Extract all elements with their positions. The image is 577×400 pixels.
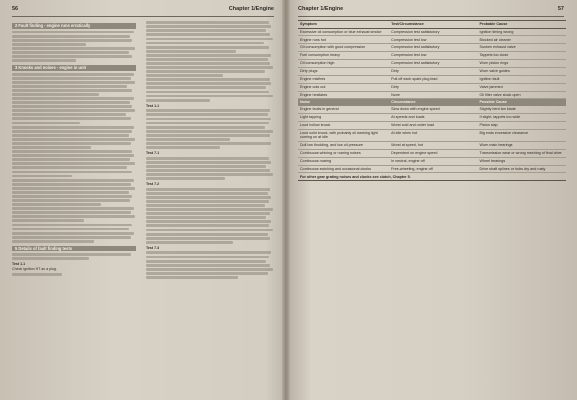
text-line xyxy=(146,130,273,133)
book-gutter xyxy=(282,0,290,400)
symptom-cell: Dirty plugs xyxy=(298,67,389,75)
text-line xyxy=(146,220,271,223)
test-cell: Pull off each spark plug lead xyxy=(389,75,477,83)
text-line xyxy=(12,134,129,137)
test-a-heading: Test 1.1 xyxy=(146,103,160,108)
test-cell: Compression test satisfactory xyxy=(389,28,477,36)
symptom-cell: Engine hesitates xyxy=(298,91,389,99)
text-line xyxy=(146,276,238,279)
header-noise: Noise xyxy=(298,99,389,106)
text-line xyxy=(146,95,273,98)
text-line xyxy=(12,179,134,182)
noise-cell: Continuous whining or roaring noises xyxy=(298,149,389,157)
text-line xyxy=(146,196,271,199)
circumstance-cell: Worst at speed, hot xyxy=(389,141,477,149)
header-cause: Probable Cause xyxy=(478,21,566,29)
text-line xyxy=(146,212,270,215)
table-row xyxy=(298,157,566,165)
test-1-1-heading: Test 1.1 xyxy=(12,262,26,267)
text-line xyxy=(146,165,266,168)
text-line xyxy=(146,38,273,41)
test-cell: Dirty xyxy=(389,83,477,91)
text-line xyxy=(12,253,131,256)
circumstance-cell: Worst cold and under load xyxy=(389,121,477,129)
text-line xyxy=(12,187,135,190)
text-line xyxy=(12,138,135,141)
text-line xyxy=(12,113,126,116)
fault-finding-table xyxy=(298,20,566,181)
table-row xyxy=(298,75,566,83)
text-line xyxy=(146,173,273,176)
text-line xyxy=(146,54,271,57)
text-line xyxy=(146,33,270,36)
text-line xyxy=(146,192,268,195)
text-line xyxy=(12,73,134,76)
text-line xyxy=(12,43,86,46)
right-page xyxy=(290,0,572,400)
possible-cause-cell: Wheel bearings xyxy=(478,157,566,165)
header-symptom: Symptom xyxy=(298,21,389,29)
text-line xyxy=(146,58,268,61)
left-chapter-title: Chapter 1/Engine xyxy=(228,6,274,12)
text-line xyxy=(146,251,271,254)
possible-cause-cell: Slightly bent fan blade xyxy=(478,106,566,113)
test-cell: None xyxy=(389,91,477,99)
cause-cell: Worn valve guides xyxy=(478,67,566,75)
text-line xyxy=(146,233,268,236)
test-cell: Compression test low xyxy=(389,36,477,44)
text-line xyxy=(12,171,132,174)
test-b-heading: Test 7.1 xyxy=(146,150,160,155)
table-row xyxy=(298,149,566,157)
text-line xyxy=(146,161,271,164)
text-line xyxy=(12,97,134,100)
noise-table-header xyxy=(298,99,566,106)
text-line xyxy=(146,118,271,121)
text-line xyxy=(146,142,271,145)
text-line xyxy=(12,117,131,120)
symptom-cell: Engine runs hot xyxy=(298,36,389,44)
circumstance-cell: Free-wheeling, engine off xyxy=(389,165,477,173)
text-line xyxy=(12,211,131,214)
table-row xyxy=(298,60,566,68)
noise-cell: Dull low thudding, and low oil pressure xyxy=(298,141,389,149)
text-line xyxy=(12,146,91,149)
possible-cause-cell: Drive shaft splines or hubs dry and rusty xyxy=(478,165,566,173)
text-line xyxy=(12,55,132,58)
text-line xyxy=(12,51,129,54)
text-line xyxy=(12,101,130,104)
text-line xyxy=(12,142,131,145)
text-line xyxy=(146,237,270,240)
text-line xyxy=(146,70,265,73)
text-line xyxy=(12,175,72,178)
text-line xyxy=(12,207,134,210)
table-footnote-row xyxy=(298,173,566,181)
text-line xyxy=(146,50,236,53)
text-line xyxy=(12,183,131,186)
text-line xyxy=(146,229,273,232)
noise-cell: Loud hollow knock xyxy=(298,121,389,129)
text-line xyxy=(146,42,264,45)
text-line xyxy=(12,199,130,202)
left-running-head xyxy=(12,6,274,17)
table-row xyxy=(298,129,566,141)
section-3-heading: 3 Knocks and noises - engine in unit xyxy=(12,65,136,71)
text-line xyxy=(146,113,268,116)
text-line xyxy=(146,272,268,275)
text-line xyxy=(146,91,269,94)
text-line xyxy=(146,260,266,263)
right-chapter-title: Chapter 1/Engine xyxy=(298,6,344,12)
test-cell: Dirty xyxy=(389,67,477,75)
cause-cell: Sunken exhaust valve xyxy=(478,44,566,52)
text-line xyxy=(12,31,134,34)
text-line xyxy=(146,99,210,102)
text-line xyxy=(12,93,99,96)
circumstance-cell: At speeds and loads xyxy=(389,113,477,121)
cause-cell: Worn piston rings xyxy=(478,60,566,68)
text-line xyxy=(146,264,270,267)
possible-cause-cell: Piston slap xyxy=(478,121,566,129)
text-line xyxy=(12,191,129,194)
table-row xyxy=(298,121,566,129)
text-line xyxy=(12,240,94,243)
text-line xyxy=(12,195,132,198)
left-column-2 xyxy=(146,20,274,394)
text-line xyxy=(146,256,269,259)
text-line xyxy=(12,232,134,235)
cause-cell: Ignition fault xyxy=(478,75,566,83)
text-line xyxy=(12,85,127,88)
circumstance-cell: In neutral, engine off xyxy=(389,157,477,165)
table-row xyxy=(298,36,566,44)
text-line xyxy=(12,77,131,80)
text-line xyxy=(146,25,271,28)
table-row xyxy=(298,165,566,173)
cause-cell: Blocked air cleaner xyxy=(478,36,566,44)
text-line xyxy=(12,162,135,165)
right-page-number: 57 xyxy=(557,6,564,12)
noise-cell: Continuous swishing and occasional clunks xyxy=(298,165,389,173)
text-line xyxy=(12,166,127,169)
text-line xyxy=(146,169,270,172)
text-line xyxy=(12,257,89,260)
text-line xyxy=(146,86,266,89)
circumstance-cell: At idle when hot xyxy=(389,129,477,141)
noise-cell: Loud solid knock, with probably oil warning light coming on at idle xyxy=(298,129,389,141)
text-line xyxy=(12,203,101,206)
right-running-head xyxy=(298,6,564,17)
possible-cause-cell: Worn main bearings xyxy=(478,141,566,149)
text-line xyxy=(146,177,225,180)
text-line xyxy=(12,105,132,108)
table-row xyxy=(298,113,566,121)
section-2-heading: 2 Fault finding - engine runs erratically xyxy=(12,23,136,29)
symptom-cell: Excessive oil consumption or blue exhaust smoke xyxy=(298,28,389,36)
symptom-cell: Engine misfires xyxy=(298,75,389,83)
text-line xyxy=(12,228,129,231)
section-5-heading: 5 Details of fault finding tests xyxy=(12,246,136,252)
cause-cell: Oil filter valve stuck open xyxy=(478,91,566,99)
cause-cell: Valve jammed xyxy=(478,83,566,91)
header-test: Test/Circumstance xyxy=(389,21,477,29)
possible-cause-cell: Transmission wear or wrong meshing of final drive xyxy=(478,149,566,157)
text-line xyxy=(146,78,270,81)
table-footnote: For other gear grating noises and clunks see clutch, Chapter 5. xyxy=(298,173,566,181)
text-line xyxy=(146,126,265,129)
text-line xyxy=(146,82,271,85)
text-line xyxy=(12,126,134,129)
text-line xyxy=(146,134,270,137)
text-line xyxy=(146,268,273,271)
text-line xyxy=(12,47,135,50)
table-row xyxy=(298,67,566,75)
noise-cell: Continuous roaring xyxy=(298,157,389,165)
text-line xyxy=(146,74,223,77)
test-cell: Compression test satisfactory xyxy=(389,44,477,52)
possible-cause-cell: If slight, tappets too wide xyxy=(478,113,566,121)
table-row xyxy=(298,28,566,36)
circumstance-cell: Slow down with engine speed xyxy=(389,106,477,113)
test-d-heading: Test 7.3 xyxy=(146,245,160,250)
text-line xyxy=(12,39,132,42)
test-cell: Compression test satisfactory xyxy=(389,60,477,68)
test-cell: Compression test low xyxy=(389,52,477,60)
text-line xyxy=(12,109,135,112)
test-c-heading: Test 7.2 xyxy=(146,182,160,186)
cause-cell: Ignition timing wrong xyxy=(478,28,566,36)
text-line xyxy=(12,59,76,62)
text-line xyxy=(12,236,131,239)
symptom-cell: Oil consumption with good compression xyxy=(298,44,389,52)
text-line xyxy=(12,273,62,276)
symptom-cell: Oil consumption high xyxy=(298,60,389,68)
table-row xyxy=(298,141,566,149)
text-line xyxy=(12,219,84,222)
text-line xyxy=(12,150,132,153)
table-row xyxy=(298,106,566,113)
text-line xyxy=(146,241,233,244)
text-line xyxy=(146,146,220,149)
text-line xyxy=(12,154,134,157)
text-line xyxy=(146,21,269,24)
text-line xyxy=(146,138,230,141)
noise-cell: Engine faults in general xyxy=(298,106,389,113)
text-line xyxy=(12,224,132,227)
text-line xyxy=(146,216,266,219)
symptom-cell: Engine cuts out xyxy=(298,83,389,91)
test-1-1-text: Check ignition HT as a plug. xyxy=(12,266,57,271)
header-possible-cause: Possible Cause xyxy=(478,99,566,106)
left-column-1 xyxy=(12,20,136,394)
table-row xyxy=(298,83,566,91)
text-line xyxy=(12,215,135,218)
text-line xyxy=(12,130,132,133)
symptom-table-header xyxy=(298,21,566,29)
text-line xyxy=(12,89,132,92)
text-line xyxy=(12,35,130,38)
header-circumstance: Circumstance xyxy=(389,99,477,106)
text-line xyxy=(146,109,270,112)
circumstance-cell: Dependent on engine speed xyxy=(389,149,477,157)
text-line xyxy=(146,66,273,69)
text-line xyxy=(146,188,270,191)
text-line xyxy=(146,157,269,160)
text-line xyxy=(146,224,269,227)
symptom-cell: Fuel consumption heavy xyxy=(298,52,389,60)
noise-cell: Light tapping xyxy=(298,113,389,121)
possible-cause-cell: Big ends excessive clearance xyxy=(478,129,566,141)
table-row xyxy=(298,91,566,99)
left-page xyxy=(4,0,282,400)
text-line xyxy=(146,200,269,203)
table-row xyxy=(298,44,566,52)
text-line xyxy=(12,158,130,161)
text-line xyxy=(146,62,270,65)
text-line xyxy=(146,46,269,49)
text-line xyxy=(146,122,269,125)
text-line xyxy=(146,208,273,211)
text-line xyxy=(146,29,266,32)
text-line xyxy=(146,204,265,207)
text-line xyxy=(12,122,80,125)
left-page-number: 56 xyxy=(12,6,19,12)
cause-cell: Tappets too close xyxy=(478,52,566,60)
table-row xyxy=(298,52,566,60)
text-line xyxy=(12,81,135,84)
